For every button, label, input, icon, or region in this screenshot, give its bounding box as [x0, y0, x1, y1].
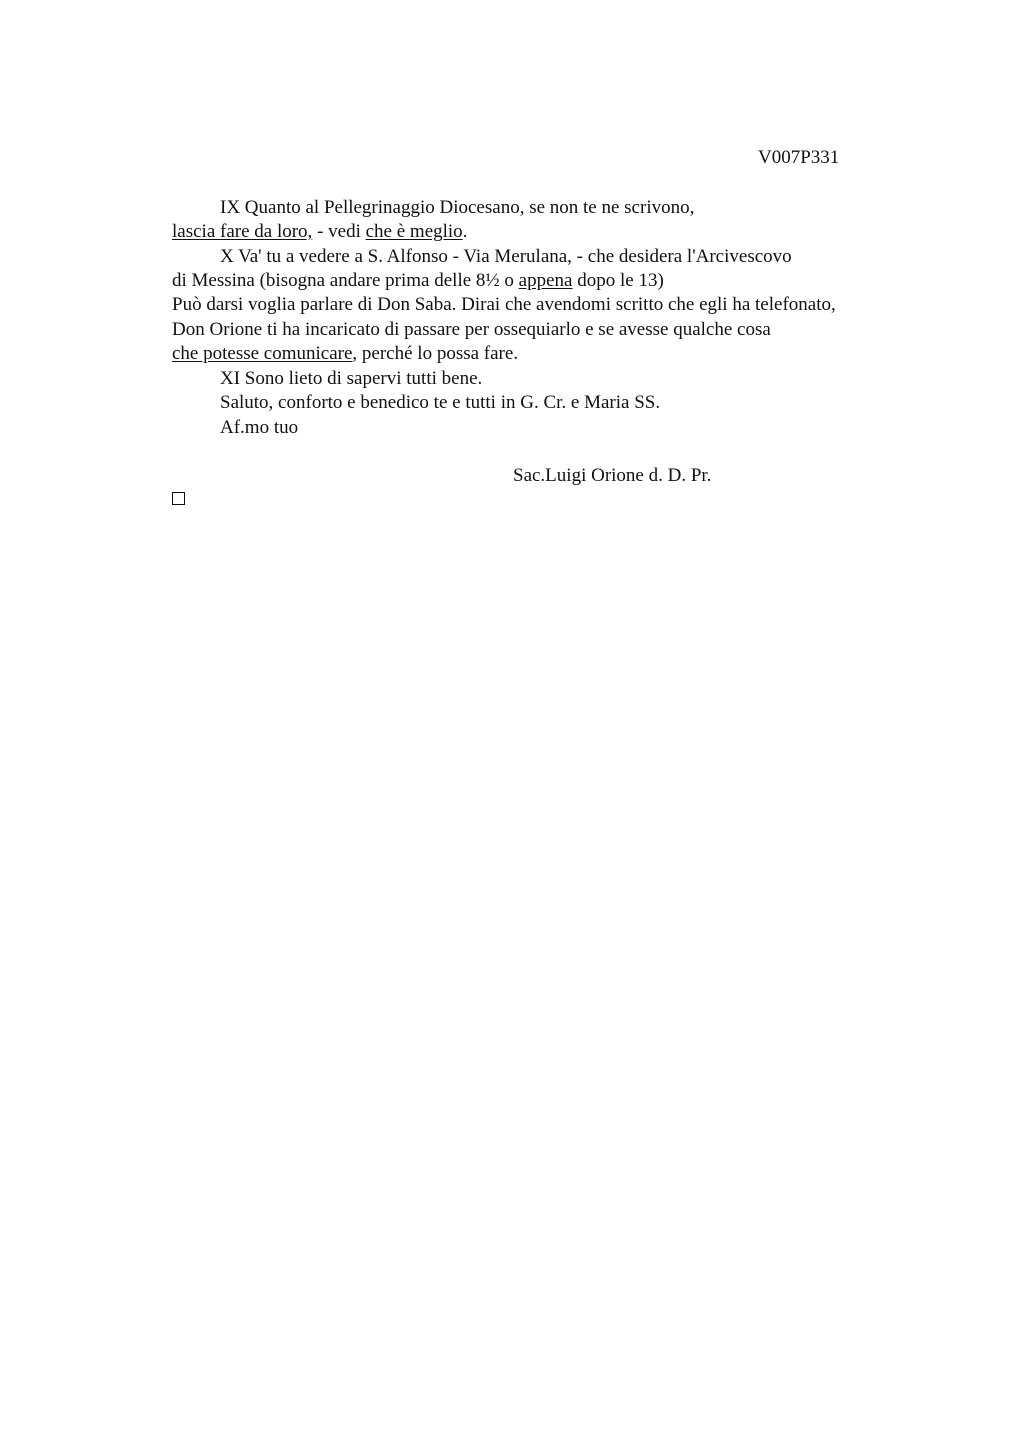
underlined-phrase: appena	[518, 270, 573, 291]
empty-square-icon	[172, 492, 185, 505]
text-segment: .	[462, 221, 468, 242]
paragraph-xi: XI Sono lieto di sapervi tutti bene.	[220, 368, 483, 389]
page-identifier: V007P331	[758, 147, 840, 168]
paragraph-ix-continued	[172, 220, 467, 244]
signature: Sac.Luigi Orione d. D. Pr.	[513, 465, 712, 486]
paragraph-x-line-5	[172, 342, 518, 366]
text-segment: , perché lo possa fare.	[352, 343, 519, 364]
text-segment: - vedi	[312, 221, 366, 242]
closing-greeting: Saluto, conforto e benedico te e tutti in G. Cr. e Maria SS.	[220, 392, 661, 413]
underlined-phrase: lascia fare da loro,	[172, 221, 313, 242]
paragraph-x-line-4: Don Orione ti ha incaricato di passare per ossequiarlo e se avesse qualche cosa	[172, 319, 771, 340]
paragraph-x: X Va' tu a vedere a S. Alfonso - Via Merulana, - che desidera l'Arcivescovo	[220, 246, 792, 267]
underlined-phrase: che è meglio	[365, 221, 463, 242]
paragraph-x-line-3: Può darsi voglia parlare di Don Saba. Dirai che avendomi scritto che egli ha telefonato,	[172, 294, 836, 315]
underlined-phrase: che potesse comunicare	[172, 343, 353, 364]
valediction: Af.mo tuo	[220, 417, 299, 438]
paragraph-x-line-2	[172, 269, 664, 293]
text-segment: dopo le 13)	[572, 270, 664, 291]
text-segment: di Messina (bisogna andare prima delle 8½ o	[172, 270, 519, 291]
paragraph-ix: IX Quanto al Pellegrinaggio Diocesano, se non te ne scrivono,	[220, 197, 695, 218]
